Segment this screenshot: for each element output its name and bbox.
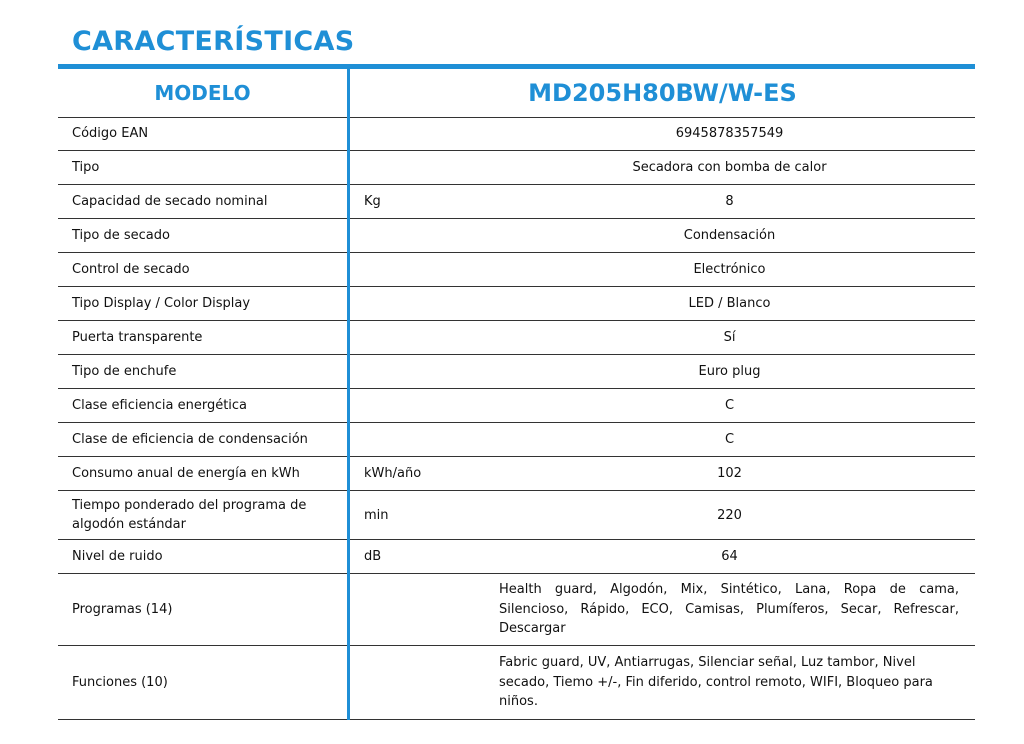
row-value: 102 [717,466,742,481]
table-row [58,321,975,355]
table-row [58,574,975,646]
row-value-wrap [499,574,959,645]
row-value-wrap [499,646,939,719]
row-value: Euro plug [698,364,761,379]
row-value: 64 [721,549,738,564]
row-label: Tipo de secado [72,227,170,243]
row-label: Tipo de enchufe [72,363,177,379]
row-unit [364,321,484,354]
row-label: Puerta transparente [72,329,203,345]
row-value: 8 [725,194,734,209]
row-value: Fabric guard, UV, Antiarrugas, Silenciar señal, Luz tambor, Nivel secado, Tiemo +/-, Fin diferido, control remoto, WIFI, Bloqueo para niños. [499,655,933,710]
row-value: Sí [723,330,736,345]
row-label: Clase eficiencia energética [72,397,248,413]
row-label: Tipo Display / Color Display [72,295,251,311]
row-unit [364,355,484,388]
row-label: Tipo [72,159,100,175]
table-row [58,540,975,574]
row-label: Clase de eficiencia de condensación [72,431,308,447]
row-value: 6945878357549 [675,126,784,141]
table-row [58,185,975,219]
table-row [58,491,975,540]
row-label: Nivel de ruido [72,548,163,564]
table-row [58,219,975,253]
table-row [58,457,975,491]
table-row [58,151,975,185]
row-unit: dB [364,549,382,564]
row-unit [364,574,484,645]
row-unit [364,423,484,456]
row-value: Secadora con bomba de calor [632,160,827,175]
row-unit: kWh/año [364,466,422,481]
row-unit [364,389,484,422]
table-row [58,253,975,287]
row-unit: min [364,507,389,523]
model-header-label: MODELO [154,81,251,105]
row-unit [364,219,484,252]
row-label: Código EAN [72,125,149,141]
row-unit: Kg [364,194,381,209]
page-title: CARACTERÍSTICAS [72,26,355,57]
row-value: LED / Blanco [688,296,771,311]
row-value: Health guard, Algodón, Mix, Sintético, Lana, Ropa de cama, Silencioso, Rápido, ECO, Camisas, Plumíferos, Secar, Refrescar, Descargar [499,582,959,637]
row-label: Control de secado [72,261,190,277]
table-row [58,287,975,321]
row-label: Programas (14) [72,601,173,617]
model-header-value: MD205H80BW/W-ES [528,79,797,107]
row-label: Consumo anual de energía en kWh [72,465,300,481]
row-value: Condensación [683,228,776,243]
table-header-row [58,69,975,118]
row-unit [364,253,484,286]
table-row [58,423,975,457]
table-row [58,117,975,151]
row-label: Capacidad de secado nominal [72,193,268,209]
row-unit [364,151,484,184]
row-unit [364,646,484,719]
table-row [58,355,975,389]
table-row [58,646,975,720]
row-value: 220 [717,507,742,523]
row-unit [364,117,484,150]
row-label: Tiempo ponderado del programa de algodón estándar [72,497,307,532]
row-value: C [724,398,735,413]
row-value: Electrónico [693,262,766,277]
column-divider [347,64,350,720]
row-value: C [724,432,735,447]
table-row [58,389,975,423]
row-unit [364,287,484,320]
row-label: Funciones (10) [72,674,168,690]
